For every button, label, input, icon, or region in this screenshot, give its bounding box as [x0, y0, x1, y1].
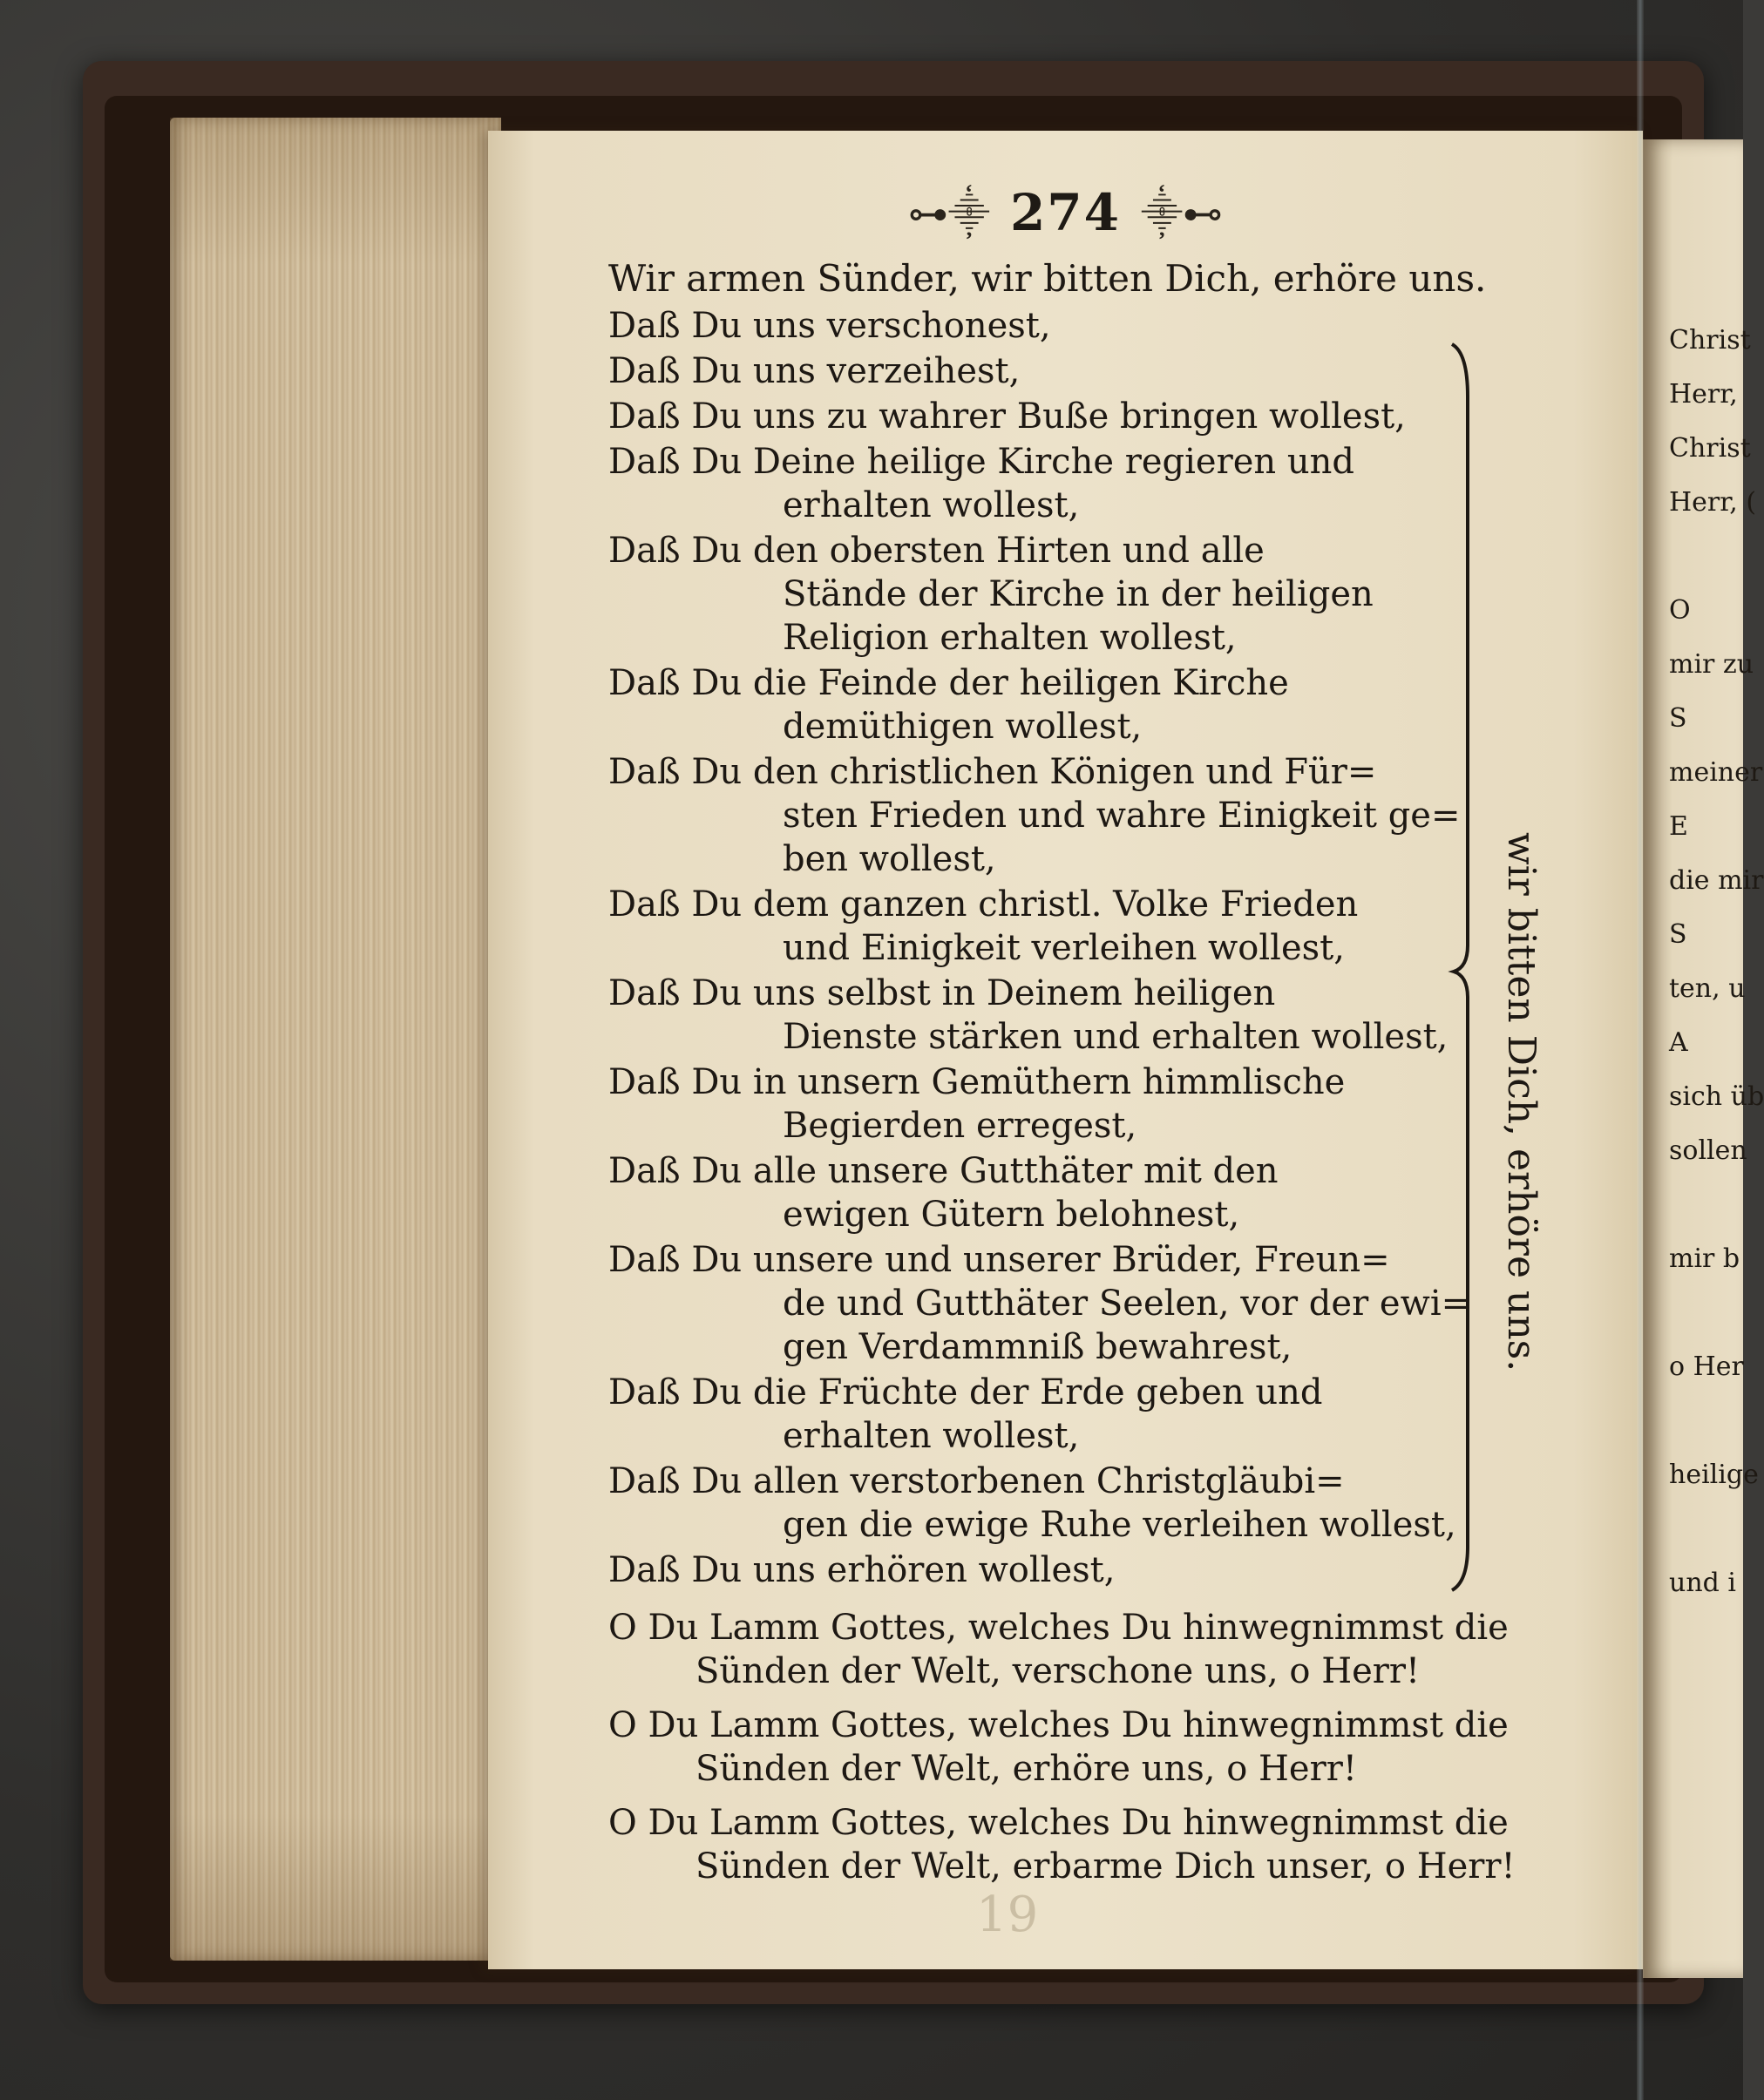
- petition-line: de und Gutthäter Seelen, vor der ewi=: [783, 1284, 1471, 1324]
- agnus-dei-item: [608, 1606, 1615, 1693]
- petition-line: Daß Du dem ganzen christl. Volke Frieden: [608, 884, 1359, 925]
- facing-page-line: S: [1669, 919, 1687, 950]
- petition-line: erhalten wollest,: [783, 1416, 1080, 1456]
- facing-page-line: Herr,: [1669, 379, 1738, 410]
- petition-item: [608, 304, 1480, 348]
- facing-page-line: die mir: [1669, 865, 1764, 896]
- petition-item: [608, 750, 1480, 881]
- facing-page-line: S: [1669, 703, 1687, 734]
- petition-line: Daß Du allen verstorbenen Christgläubi=: [608, 1461, 1345, 1501]
- petition-item: [608, 1548, 1480, 1592]
- agnus-dei-line: Sünden der Welt, erhöre uns, o Herr!: [695, 1749, 1357, 1789]
- petition-line: und Einigkeit verleihen wollest,: [783, 928, 1345, 968]
- petition-line: Dienste stärken und erhalten wollest,: [783, 1017, 1449, 1057]
- facing-page-line: ten, u: [1669, 973, 1746, 1004]
- response-vertical: wir bitten Dich, erhöre uns.: [1499, 832, 1544, 1372]
- petition-line: Begierden erregest,: [783, 1106, 1137, 1146]
- petition-line: Daß Du uns zu wahrer Buße bringen wollest,: [608, 396, 1406, 437]
- petition-line: Daß Du alle unsere Gutthäter mit den: [608, 1151, 1279, 1191]
- petition-line: Religion erhalten wollest,: [783, 618, 1237, 658]
- petition-line: Daß Du uns verschonest,: [608, 306, 1051, 346]
- petition-line: ben wollest,: [783, 839, 996, 879]
- facing-page-line: [1669, 1394, 1764, 1448]
- petition-line: gen die ewige Ruhe verleihen wollest,: [783, 1505, 1456, 1545]
- petition-item: [608, 972, 1480, 1059]
- facing-page-text: [1669, 314, 1764, 1610]
- petition-line: Daß Du in unsern Gemüthern himmlische: [608, 1062, 1346, 1102]
- facing-page-line: A: [1669, 1027, 1688, 1058]
- facing-page-line: [1669, 1286, 1764, 1340]
- petition-item: [608, 1460, 1480, 1547]
- petition-line: gen Verdammniß bewahrest,: [783, 1327, 1292, 1367]
- facing-page-line: [1669, 1178, 1764, 1232]
- petition-line: Daß Du uns erhören wollest,: [608, 1550, 1116, 1590]
- petition-line: Daß Du den christlichen Königen und Für=: [608, 752, 1377, 792]
- brace-icon: [1449, 344, 1475, 1590]
- facing-page-line: Herr, (: [1669, 487, 1757, 518]
- facing-page-line: sich üb: [1669, 1081, 1764, 1112]
- facing-page-line: [1669, 530, 1764, 584]
- petition-line: erhalten wollest,: [783, 485, 1080, 525]
- page-edges: [170, 118, 501, 1961]
- facing-page-line: sollen: [1669, 1135, 1747, 1166]
- petition-line: Daß Du Deine heilige Kirche regieren und: [608, 442, 1354, 482]
- petition-line: Daß Du den obersten Hirten und alle: [608, 531, 1265, 571]
- facing-page-line: E: [1669, 811, 1688, 842]
- petition-line: Daß Du unsere und unserer Brüder, Freun=: [608, 1240, 1390, 1280]
- facing-page-line: meiner: [1669, 757, 1763, 788]
- facing-page-line: und i: [1669, 1568, 1736, 1598]
- petition-item: [608, 1238, 1480, 1369]
- petition-item: [608, 529, 1480, 660]
- petition-line: ewigen Gütern belohnest,: [783, 1195, 1240, 1235]
- petition-line: Daß Du die Früchte der Erde geben und: [608, 1372, 1323, 1412]
- agnus-dei-item: [608, 1801, 1615, 1888]
- agnus-dei-list: [608, 1606, 1615, 1888]
- petition-item: [608, 349, 1480, 393]
- glass-edge: [1637, 0, 1644, 2100]
- agnus-dei-item: [608, 1704, 1615, 1791]
- petition-item: [608, 1149, 1480, 1236]
- petition-line: Daß Du uns selbst in Deinem heiligen: [608, 973, 1276, 1013]
- litany-heading: Wir armen Sünder, wir bitten Dich, erhöre uns.: [608, 257, 1487, 300]
- agnus-dei-line: O Du Lamm Gottes, welches Du hinwegnimmst die: [608, 1705, 1509, 1745]
- ornament-left-icon: ⊶⸎: [907, 190, 990, 237]
- petition-line: Daß Du uns verzeihest,: [608, 351, 1021, 391]
- facing-page-line: [1669, 1502, 1764, 1556]
- petition-line: Stände der Kirche in der heiligen: [783, 574, 1374, 614]
- agnus-dei-line: O Du Lamm Gottes, welches Du hinwegnimmst die: [608, 1803, 1509, 1843]
- book-page: [488, 131, 1643, 1969]
- agnus-dei-line: O Du Lamm Gottes, welches Du hinwegnimmst die: [608, 1608, 1509, 1648]
- petition-item: [608, 1371, 1480, 1458]
- petition-list: [608, 304, 1480, 1592]
- agnus-dei-line: Sünden der Welt, erbarme Dich unser, o Herr!: [695, 1846, 1516, 1887]
- facing-page: [1643, 139, 1764, 1978]
- ornament-right-icon: ⸎⊷: [1141, 190, 1224, 237]
- facing-page-line: mir b: [1669, 1243, 1740, 1274]
- facing-page-line: heilige: [1669, 1460, 1759, 1490]
- petition-line: demüthigen wollest,: [783, 707, 1143, 747]
- facing-page-line: Christ: [1669, 433, 1751, 464]
- facing-page-line: mir zu: [1669, 649, 1754, 680]
- facing-page-line: o Her: [1669, 1351, 1744, 1382]
- page-number: 274: [1009, 183, 1122, 242]
- facing-page-line: O: [1669, 595, 1691, 626]
- signature-mark: 19: [976, 1887, 1039, 1943]
- petition-item: [608, 395, 1480, 438]
- page-header: [488, 183, 1643, 242]
- petition-item: [608, 1060, 1480, 1148]
- petition-item: [608, 883, 1480, 970]
- petition-item: [608, 661, 1480, 749]
- petition-line: sten Frieden und wahre Einigkeit ge=: [783, 796, 1461, 836]
- facing-page-line: Christ: [1669, 325, 1751, 356]
- petition-line: Daß Du die Feinde der heiligen Kirche: [608, 663, 1289, 703]
- agnus-dei-line: Sünden der Welt, verschone uns, o Herr!: [695, 1651, 1421, 1691]
- petition-item: [608, 440, 1480, 527]
